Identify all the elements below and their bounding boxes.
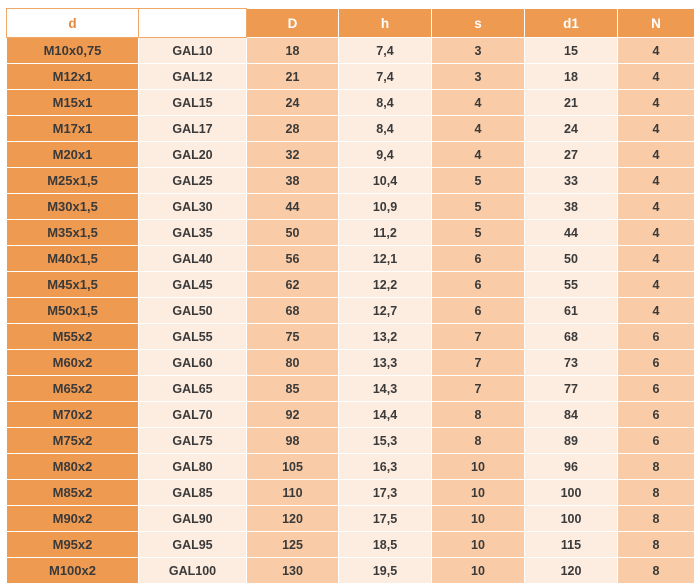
cell-code: GAL70 — [139, 402, 247, 428]
table-row — [7, 142, 695, 168]
cell-s: 6 — [432, 272, 525, 298]
cell-D: 44 — [247, 194, 339, 220]
table-header-row — [7, 9, 695, 38]
cell-D: 110 — [247, 480, 339, 506]
cell-d: M45x1,5 — [7, 272, 139, 298]
cell-s: 5 — [432, 194, 525, 220]
cell-d1: 18 — [525, 64, 618, 90]
cell-code: GAL35 — [139, 220, 247, 246]
table-row — [7, 272, 695, 298]
cell-D: 18 — [247, 38, 339, 64]
cell-d: M60x2 — [7, 350, 139, 376]
cell-D: 21 — [247, 64, 339, 90]
cell-d1: 120 — [525, 558, 618, 584]
cell-s: 10 — [432, 480, 525, 506]
cell-d1: 24 — [525, 116, 618, 142]
cell-s: 7 — [432, 376, 525, 402]
table-row — [7, 506, 695, 532]
cell-N: 8 — [618, 506, 695, 532]
cell-d1: 27 — [525, 142, 618, 168]
cell-h: 12,2 — [339, 272, 432, 298]
cell-d1: 77 — [525, 376, 618, 402]
cell-code: GAL15 — [139, 90, 247, 116]
cell-d: M15x1 — [7, 90, 139, 116]
cell-code: GAL60 — [139, 350, 247, 376]
cell-d1: 21 — [525, 90, 618, 116]
table-row — [7, 90, 695, 116]
table-row — [7, 532, 695, 558]
table-row — [7, 402, 695, 428]
column-header-code — [139, 9, 247, 38]
cell-h: 10,9 — [339, 194, 432, 220]
cell-d: M35x1,5 — [7, 220, 139, 246]
column-header-d1: d1 — [525, 9, 618, 38]
cell-s: 4 — [432, 116, 525, 142]
cell-d: M12x1 — [7, 64, 139, 90]
cell-s: 10 — [432, 558, 525, 584]
cell-N: 8 — [618, 558, 695, 584]
cell-d1: 96 — [525, 454, 618, 480]
cell-h: 17,3 — [339, 480, 432, 506]
cell-D: 125 — [247, 532, 339, 558]
cell-N: 4 — [618, 64, 695, 90]
cell-d1: 38 — [525, 194, 618, 220]
cell-s: 6 — [432, 298, 525, 324]
cell-h: 15,3 — [339, 428, 432, 454]
cell-d: M20x1 — [7, 142, 139, 168]
cell-N: 6 — [618, 376, 695, 402]
table-row — [7, 168, 695, 194]
cell-N: 4 — [618, 90, 695, 116]
cell-D: 32 — [247, 142, 339, 168]
table-row — [7, 428, 695, 454]
cell-d1: 55 — [525, 272, 618, 298]
cell-d: M50x1,5 — [7, 298, 139, 324]
cell-code: GAL12 — [139, 64, 247, 90]
cell-N: 4 — [618, 220, 695, 246]
cell-d: M100x2 — [7, 558, 139, 584]
cell-d: M70x2 — [7, 402, 139, 428]
cell-D: 62 — [247, 272, 339, 298]
cell-D: 98 — [247, 428, 339, 454]
cell-D: 50 — [247, 220, 339, 246]
cell-D: 105 — [247, 454, 339, 480]
cell-d1: 61 — [525, 298, 618, 324]
cell-d1: 73 — [525, 350, 618, 376]
table-row — [7, 454, 695, 480]
table-row — [7, 38, 695, 64]
cell-s: 10 — [432, 506, 525, 532]
cell-d: M55x2 — [7, 324, 139, 350]
cell-h: 7,4 — [339, 64, 432, 90]
cell-s: 7 — [432, 350, 525, 376]
table-row — [7, 64, 695, 90]
cell-h: 18,5 — [339, 532, 432, 558]
cell-N: 6 — [618, 324, 695, 350]
cell-d: M90x2 — [7, 506, 139, 532]
cell-s: 5 — [432, 168, 525, 194]
cell-h: 17,5 — [339, 506, 432, 532]
column-header-d: d — [7, 9, 139, 38]
cell-h: 11,2 — [339, 220, 432, 246]
cell-d: M25x1,5 — [7, 168, 139, 194]
cell-h: 12,1 — [339, 246, 432, 272]
cell-h: 9,4 — [339, 142, 432, 168]
cell-h: 10,4 — [339, 168, 432, 194]
cell-code: GAL100 — [139, 558, 247, 584]
cell-code: GAL75 — [139, 428, 247, 454]
cell-s: 3 — [432, 38, 525, 64]
cell-h: 14,4 — [339, 402, 432, 428]
cell-N: 8 — [618, 532, 695, 558]
cell-d1: 68 — [525, 324, 618, 350]
table-row — [7, 246, 695, 272]
cell-D: 24 — [247, 90, 339, 116]
table-row — [7, 194, 695, 220]
cell-code: GAL10 — [139, 38, 247, 64]
cell-d1: 100 — [525, 480, 618, 506]
cell-D: 68 — [247, 298, 339, 324]
cell-N: 4 — [618, 272, 695, 298]
table-row — [7, 558, 695, 584]
cell-h: 7,4 — [339, 38, 432, 64]
cell-D: 120 — [247, 506, 339, 532]
cell-N: 8 — [618, 480, 695, 506]
cell-h: 13,2 — [339, 324, 432, 350]
cell-h: 14,3 — [339, 376, 432, 402]
cell-h: 12,7 — [339, 298, 432, 324]
cell-d: M10x0,75 — [7, 38, 139, 64]
cell-code: GAL55 — [139, 324, 247, 350]
cell-code: GAL95 — [139, 532, 247, 558]
cell-d: M30x1,5 — [7, 194, 139, 220]
cell-s: 7 — [432, 324, 525, 350]
cell-N: 4 — [618, 116, 695, 142]
cell-d1: 89 — [525, 428, 618, 454]
cell-code: GAL20 — [139, 142, 247, 168]
table-row — [7, 376, 695, 402]
cell-code: GAL40 — [139, 246, 247, 272]
cell-code: GAL50 — [139, 298, 247, 324]
cell-h: 8,4 — [339, 116, 432, 142]
cell-N: 4 — [618, 246, 695, 272]
column-header-h: h — [339, 9, 432, 38]
column-header-s: s — [432, 9, 525, 38]
cell-h: 8,4 — [339, 90, 432, 116]
cell-D: 75 — [247, 324, 339, 350]
cell-N: 8 — [618, 454, 695, 480]
cell-D: 92 — [247, 402, 339, 428]
cell-d: M80x2 — [7, 454, 139, 480]
table-row — [7, 116, 695, 142]
cell-N: 4 — [618, 194, 695, 220]
table-row — [7, 220, 695, 246]
cell-d1: 15 — [525, 38, 618, 64]
cell-code: GAL17 — [139, 116, 247, 142]
cell-N: 4 — [618, 168, 695, 194]
cell-D: 38 — [247, 168, 339, 194]
cell-code: GAL90 — [139, 506, 247, 532]
cell-N: 6 — [618, 428, 695, 454]
cell-code: GAL65 — [139, 376, 247, 402]
cell-N: 6 — [618, 402, 695, 428]
cell-code: GAL25 — [139, 168, 247, 194]
cell-N: 4 — [618, 298, 695, 324]
cell-d: M17x1 — [7, 116, 139, 142]
cell-s: 10 — [432, 454, 525, 480]
cell-s: 8 — [432, 402, 525, 428]
cell-s: 3 — [432, 64, 525, 90]
cell-d1: 115 — [525, 532, 618, 558]
cell-d: M85x2 — [7, 480, 139, 506]
cell-s: 8 — [432, 428, 525, 454]
cell-code: GAL30 — [139, 194, 247, 220]
table-row — [7, 480, 695, 506]
cell-d: M65x2 — [7, 376, 139, 402]
cell-s: 10 — [432, 532, 525, 558]
cell-d: M40x1,5 — [7, 246, 139, 272]
cell-d: M75x2 — [7, 428, 139, 454]
cell-s: 4 — [432, 142, 525, 168]
cell-code: GAL85 — [139, 480, 247, 506]
cell-D: 56 — [247, 246, 339, 272]
column-header-D: D — [247, 9, 339, 38]
table-row — [7, 350, 695, 376]
cell-D: 80 — [247, 350, 339, 376]
cell-d1: 100 — [525, 506, 618, 532]
cell-D: 28 — [247, 116, 339, 142]
column-header-N: N — [618, 9, 695, 38]
cell-s: 4 — [432, 90, 525, 116]
cell-h: 16,3 — [339, 454, 432, 480]
table-row — [7, 324, 695, 350]
cell-D: 130 — [247, 558, 339, 584]
cell-s: 5 — [432, 220, 525, 246]
cell-D: 85 — [247, 376, 339, 402]
table-row — [7, 298, 695, 324]
table-header — [7, 9, 695, 38]
cell-code: GAL80 — [139, 454, 247, 480]
cell-N: 4 — [618, 142, 695, 168]
cell-d1: 33 — [525, 168, 618, 194]
cell-N: 6 — [618, 350, 695, 376]
table-body — [7, 38, 695, 584]
cell-h: 19,5 — [339, 558, 432, 584]
cell-h: 13,3 — [339, 350, 432, 376]
cell-N: 4 — [618, 38, 695, 64]
cell-code: GAL45 — [139, 272, 247, 298]
specification-table — [6, 8, 695, 584]
cell-d1: 84 — [525, 402, 618, 428]
cell-d: M95x2 — [7, 532, 139, 558]
cell-d1: 44 — [525, 220, 618, 246]
cell-s: 6 — [432, 246, 525, 272]
cell-d1: 50 — [525, 246, 618, 272]
